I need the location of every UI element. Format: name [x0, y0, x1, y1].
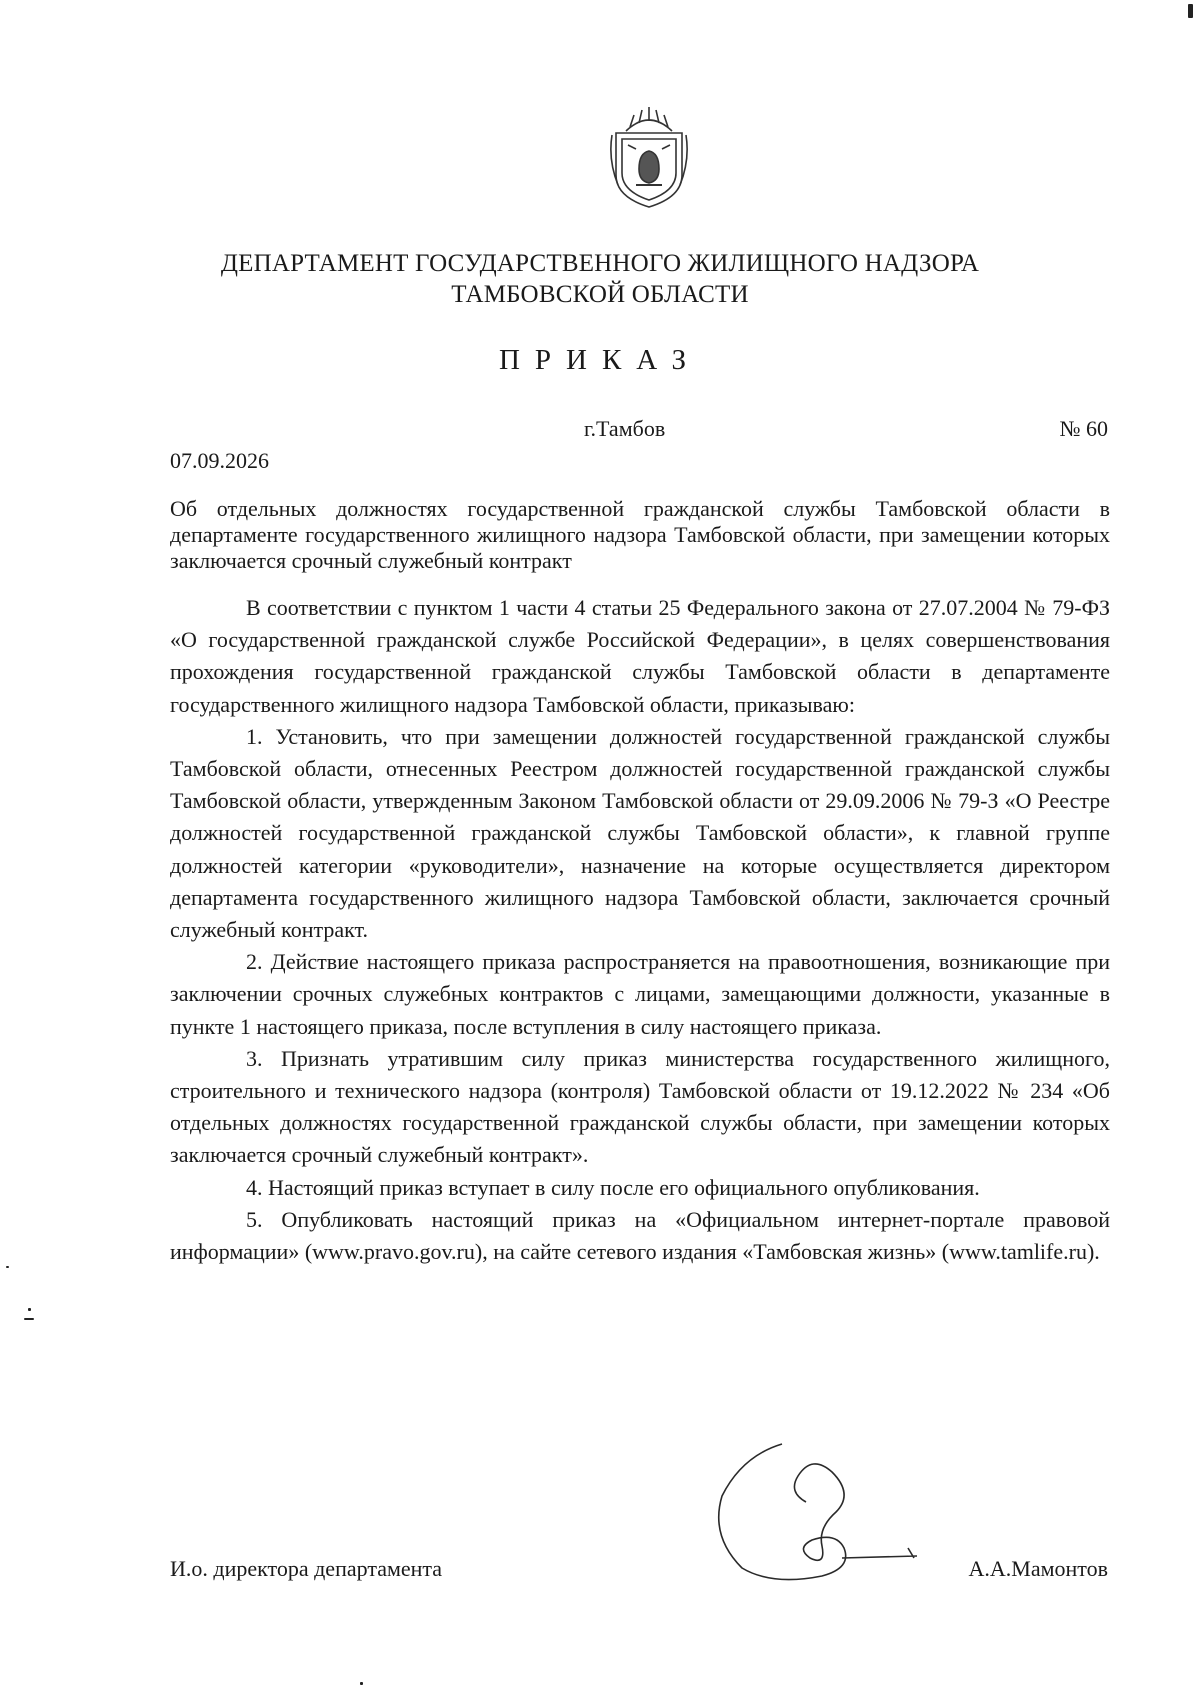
- clause-4: 4. Настоящий приказ вступает в силу после его официального опубликования.: [246, 1174, 980, 1200]
- preamble-paragraph: В соответствии с пунктом 1 части 4 статьи 25 Федерального закона от 27.07.2004 № 79-ФЗ «О государственной гражданской службе Российской Федерации», в целях совершенствования прохождения государственной гражданской службы Тамбовской области в департаменте государственного жилищного надзора Тамбовской области, приказываю:: [170, 595, 1110, 717]
- signatory-name: А.А.Мамонтов: [968, 1556, 1108, 1581]
- department-name-line1: ДЕПАРТАМЕНТ ГОСУДАРСТВЕННОГО ЖИЛИЩНОГО НАДЗОРА: [220, 250, 980, 277]
- handwritten-signature: [712, 1436, 942, 1596]
- order-number: № 60: [1059, 416, 1108, 441]
- signatory-position: И.о. директора департамента: [170, 1556, 443, 1581]
- coat-of-arms-emblem: [606, 105, 692, 211]
- clause-1: 1. Установить, что при замещении должностей государственной гражданской службы Тамбовской области, отнесенных Реестром должностей государственной гражданской службы Тамбовской области, утвержденным Законом Тамбовской области от 29.09.2006 № 79-З «О Реестре должностей государственной гражданской службы Тамбовской области», к главной группе должностей категории «руководители», назначение на которые осуществляется директором департамента государственного жилищного надзора Тамбовской области, заключается срочный служебный контракт.: [170, 723, 1110, 943]
- order-body: [170, 592, 1110, 1268]
- order-title: ПРИКАЗ: [498, 344, 702, 376]
- order-date: 07.09.2026: [170, 448, 269, 473]
- scan-speck: [1188, 4, 1193, 18]
- scan-speck: [24, 1318, 34, 1320]
- city: г.Тамбов: [584, 416, 666, 441]
- clause-3: 3. Признать утратившим силу приказ министерства государственного жилищного, строительного и технического надзора (контроля) Тамбовской области от 19.12.2022 № 234 «Об отдельных должностях государственной гражданской службы области, при замещении которых заключается срочный служебный контракт».: [170, 1045, 1110, 1168]
- clause-2: 2. Действие настоящего приказа распространяется на правоотношения, возникающие при заключении срочных служебных контрактов с лицами, замещающими должности, указанные в пункте 1 настоящего приказа, после вступления в силу настоящего приказа.: [170, 949, 1110, 1039]
- order-subject: Об отдельных должностях государственной гражданской службы Тамбовской области в департаменте государственного жилищного надзора Тамбовской области, при замещении которых заключается срочный служебный контракт: [170, 496, 1110, 573]
- scan-speck: [6, 1266, 9, 1268]
- department-name-line2: ТАМБОВСКОЙ ОБЛАСТИ: [451, 281, 749, 308]
- scan-speck: [360, 1682, 363, 1685]
- clause-5: 5. Опубликовать настоящий приказ на «Официальном интернет-портале правовой информации» (www.pravo.gov.ru), на сайте сетевого издания «Тамбовская жизнь» (www.tamlife.ru).: [170, 1206, 1110, 1265]
- scan-speck: [28, 1308, 31, 1311]
- department-name: [150, 248, 1050, 310]
